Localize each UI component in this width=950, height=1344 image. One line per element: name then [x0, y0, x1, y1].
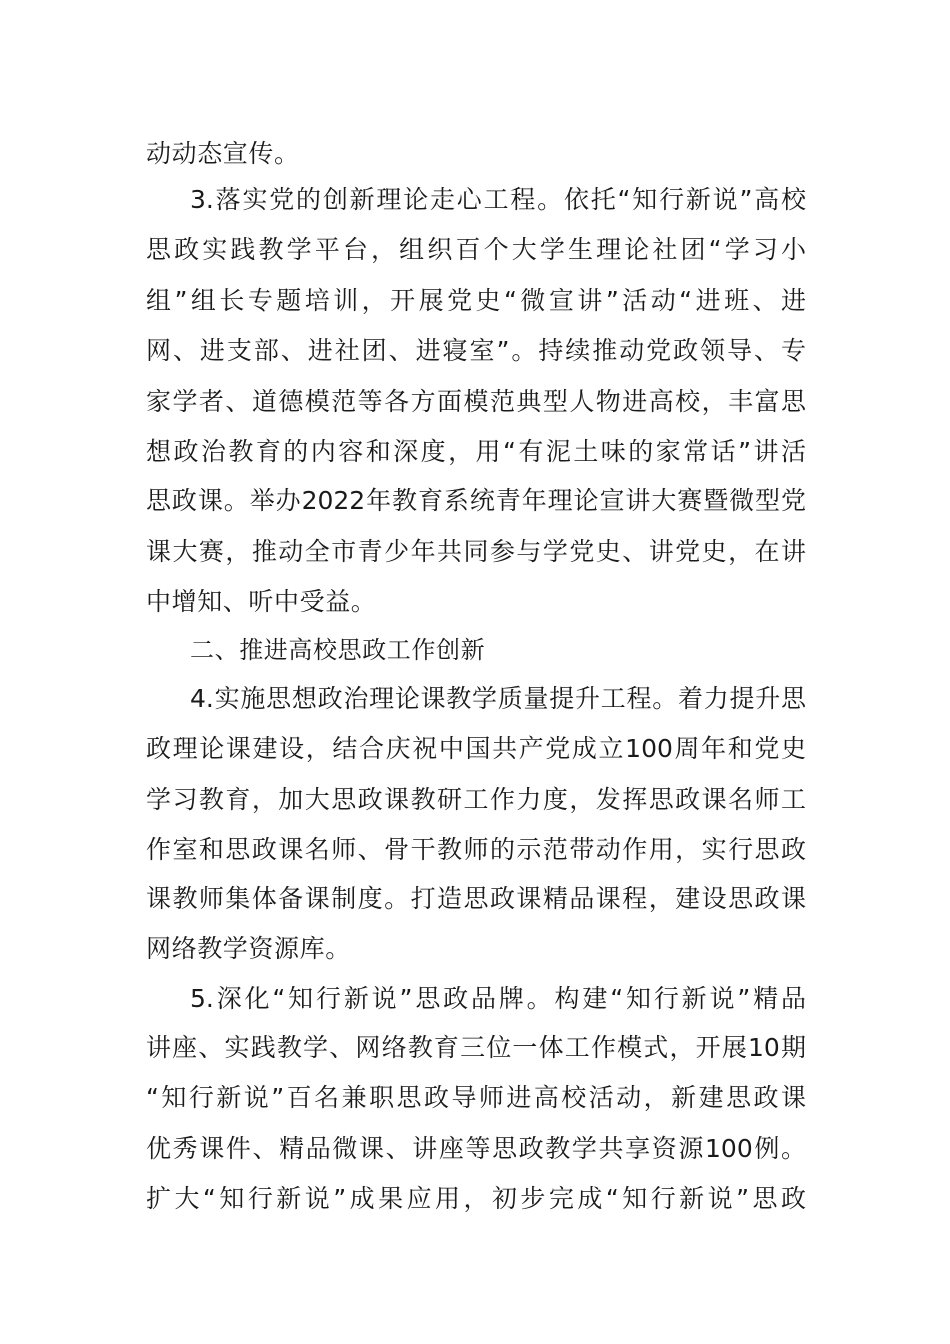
text-line: 4.实施思想政治理论课教学质量提升工程。着力提升思 [190, 684, 806, 713]
text-line: 家学者、道德模范等各方面模范典型人物进高校，丰富思 [146, 387, 806, 416]
text-line: 中增知、听中受益。 [146, 587, 377, 616]
text-line: 思政实践教学平台，组织百个大学生理论社团“学习小 [146, 235, 806, 264]
text-line: 组”组长专题培训，开展党史“微宣讲”活动“进班、进 [146, 286, 806, 315]
section-heading: 二、推进高校思政工作创新 [190, 636, 486, 664]
text-line: 动动态宣传。 [146, 139, 300, 168]
text-line: “知行新说”百名兼职思政导师进高校活动，新建思政课 [146, 1083, 806, 1112]
text-line: 优秀课件、精品微课、讲座等思政教学共享资源100例。 [146, 1134, 806, 1163]
text-line: 讲座、实践教学、网络教育三位一体工作模式，开展10期 [146, 1033, 806, 1062]
text-line: 5.深化“知行新说”思政品牌。构建“知行新说”精品 [190, 984, 806, 1013]
text-line: 3.落实党的创新理论走心工程。依托“知行新说”高校 [190, 185, 806, 214]
text-line: 课大赛，推动全市青少年共同参与学党史、讲党史，在讲 [146, 537, 806, 566]
text-line: 扩大“知行新说”成果应用，初步完成“知行新说”思政 [146, 1184, 806, 1213]
text-line: 网、进支部、进社团、进寝室”。持续推动党政领导、专 [146, 336, 806, 365]
text-line: 政理论课建设，结合庆祝中国共产党成立100周年和党史 [146, 734, 806, 763]
text-line: 想政治教育的内容和深度，用“有泥土味的家常话”讲活 [146, 437, 806, 466]
text-line: 课教师集体备课制度。打造思政课精品课程，建设思政课 [146, 884, 806, 913]
text-line: 作室和思政课名师、骨干教师的示范带动作用，实行思政 [146, 835, 806, 864]
text-line: 思政课。举办2022年教育系统青年理论宣讲大赛暨微型党 [146, 486, 806, 515]
text-line: 网络教学资源库。 [146, 934, 351, 963]
text-line: 学习教育，加大思政课教研工作力度，发挥思政课名师工 [146, 785, 806, 814]
